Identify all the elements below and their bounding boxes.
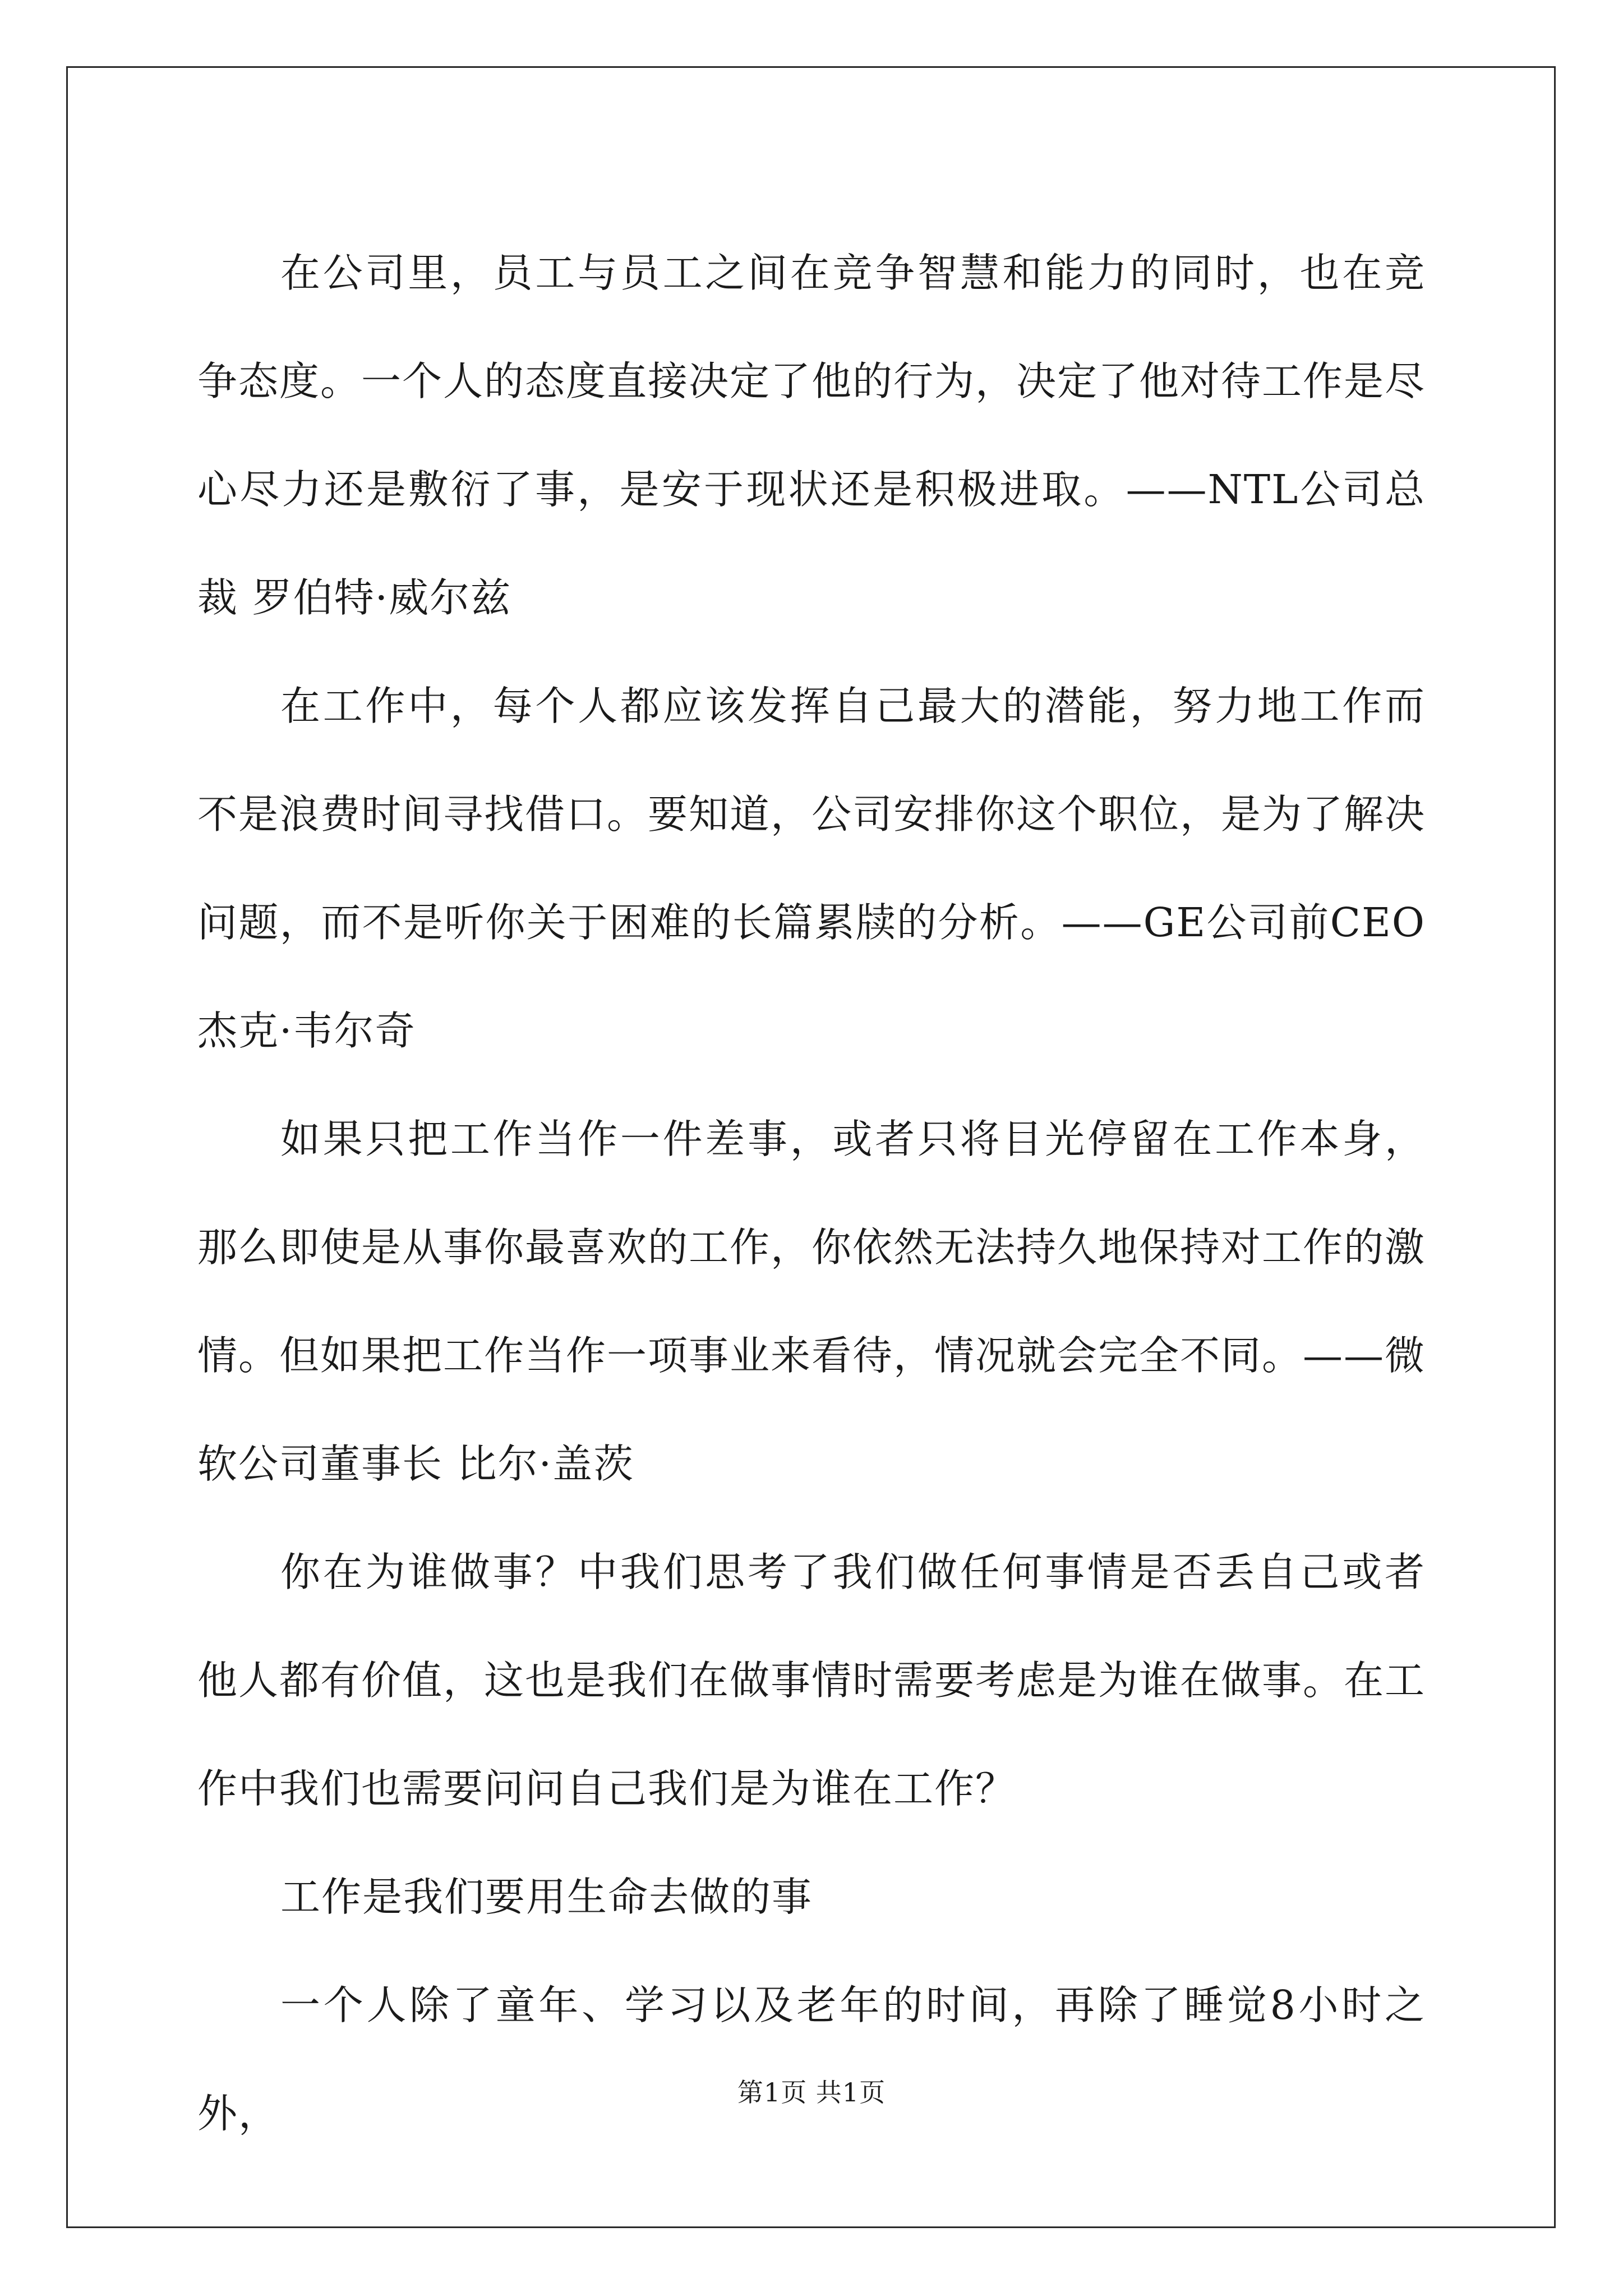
paragraph-4: 你在为谁做事？中我们思考了我们做任何事情是否丢自己或者他人都有价值，这也是我们在做事情时需要考虑是为谁在做事。在工作中我们也需要问问自己我们是为谁在工作？ bbox=[197, 1549, 1426, 1812]
paragraph-1: 在公司里，员工与员工之间在竞争智慧和能力的同时，也在竞争态度。一个人的态度直接决定了他的行为，决定了他对待工作是尽心尽力还是敷衍了事，是安于现状还是积极进取。——NTL公司总裁 罗伯特·威尔兹 bbox=[197, 250, 1426, 621]
paragraph-2: 在工作中，每个人都应该发挥自己最大的潜能，努力地工作而不是浪费时间寻找借口。要知道，公司安排你这个职位，是为了解决问题，而不是听你关于困难的长篇累牍的分析。——GE公司前CEO 杰克·韦尔奇 bbox=[197, 683, 1426, 1054]
paragraph-5: 工作是我们要用生命去做的事 bbox=[280, 1874, 813, 1920]
paragraph-6: 一个人除了童年、学习以及老年的时间，再除了睡觉8小时之外， bbox=[197, 1982, 1426, 2137]
page-number-footer: 第1页 共1页 bbox=[737, 2077, 886, 2108]
paragraph-3: 如果只把工作当作一件差事，或者只将目光停留在工作本身，那么即使是从事你最喜欢的工作，你依然无法持久地保持对工作的激情。但如果把工作当作一项事业来看待，情况就会完全不同。——微软公司董事长 比尔·盖茨 bbox=[197, 1116, 1426, 1487]
document-body bbox=[197, 219, 1426, 2168]
